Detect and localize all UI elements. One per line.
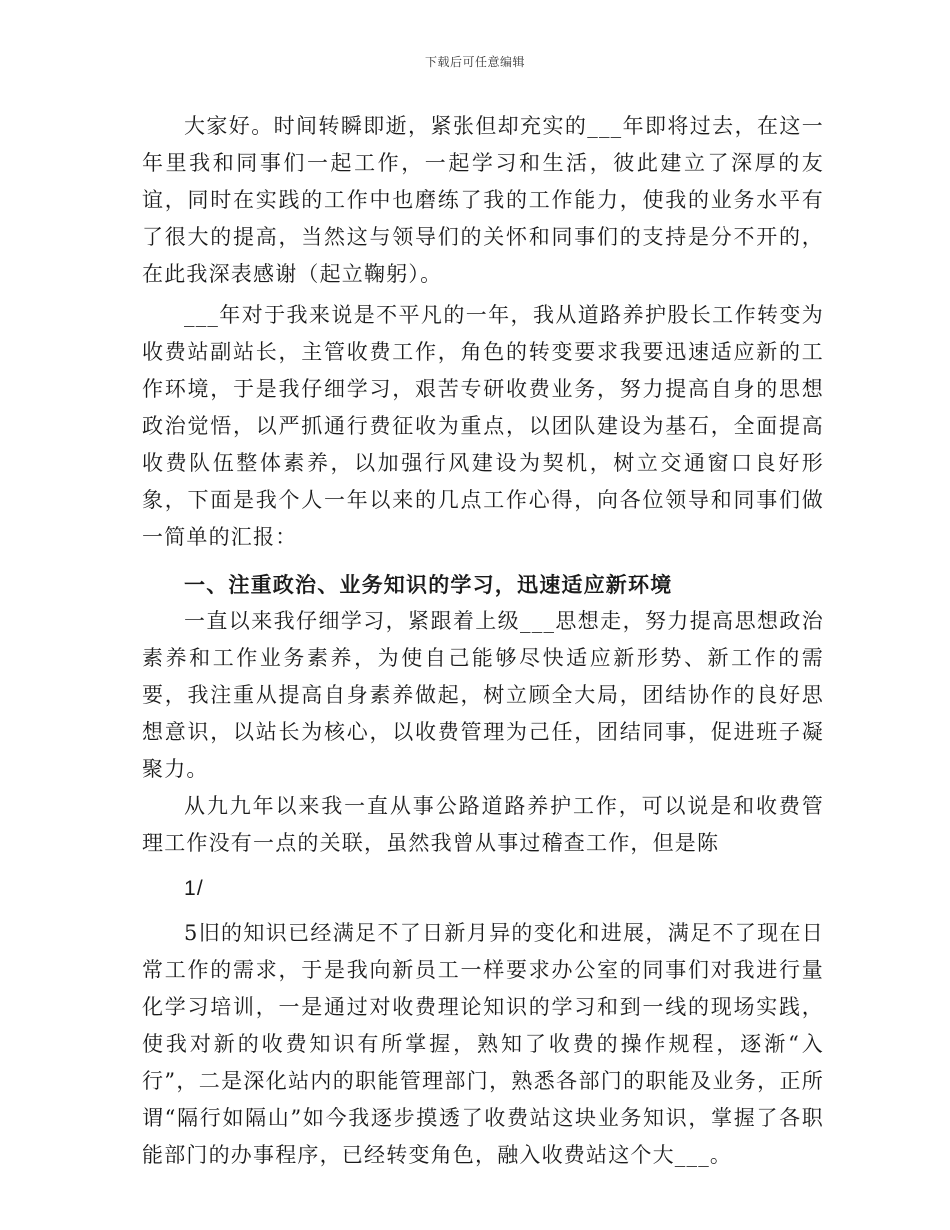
paragraph-background: 从九九年以来我一直从事公路道路养护工作，可以说是和收费管理工作没有一点的关联，虽然我曾从事过稽查工作，但是陈 (142, 794, 824, 855)
page-number: 1/ (184, 877, 204, 900)
paragraph-study: 一直以来我仔细学习，紧跟着上级___思想走，努力提高思想政治素养和工作业务素养，为使自己能够尽快适应新形势、新工作的需要，我注重从提高自身素养做起，树立顾全大局，团结协作的良好思想意识，以站长为核心，以收费管理为己任，团结同事，促进班子凝聚力。 (142, 609, 824, 781)
section-heading: 一、注重政治、业务知识的学习，迅速适应新环境 (184, 572, 673, 597)
paragraph-training: 5旧的知识已经满足不了日新月异的变化和进展，满足不了现在日常工作的需求，于是我向新员工一样要求办公室的同事们对我进行量化学习培训，一是通过对收费理论知识的学习和到一线的现场实践，使我对新的收费知识有所掌握，熟知了收费的操作规程，逐渐“入行”，二是深化站内的职能管理部门，熟悉各部门的职能及业务，正所谓“隔行如隔山”如今我逐步摸透了收费站这块业务知识，掌握了各职能部门的办事程序，已经转变角色，融入收费站这个大___。 (142, 921, 824, 1167)
paragraph-year-summary: ___年对于我来说是不平凡的一年，我从道路养护股长工作转变为收费站副站长，主管收费工作，角色的转变要求我要迅速适应新的工作环境，于是我仔细学习，艰苦专研收费业务，努力提高自身的思想政治觉悟，以严抓通行费征收为重点，以团队建设为基石，全面提高收费队伍整体素养，以加强行风建设为契机，树立交通窗口良好形象，下面是我个人一年以来的几点工作心得，向各位领导和同事们做一简单的汇报： (142, 303, 824, 549)
page-header: 下载后可任意编辑 (424, 55, 525, 69)
document-body (142, 108, 824, 1174)
paragraph-greeting: 大家好。时间转瞬即逝，紧张但却充实的___年即将过去，在这一年里我和同事们一起工作，一起学习和生活，彼此建立了深厚的友谊，同时在实践的工作中也磨练了我的工作能力，使我的业务水平有了很大的提高，当然这与领导们的关怀和同事们的支持是分不开的，在此我深表感谢（起立鞠躬）。 (142, 114, 824, 286)
